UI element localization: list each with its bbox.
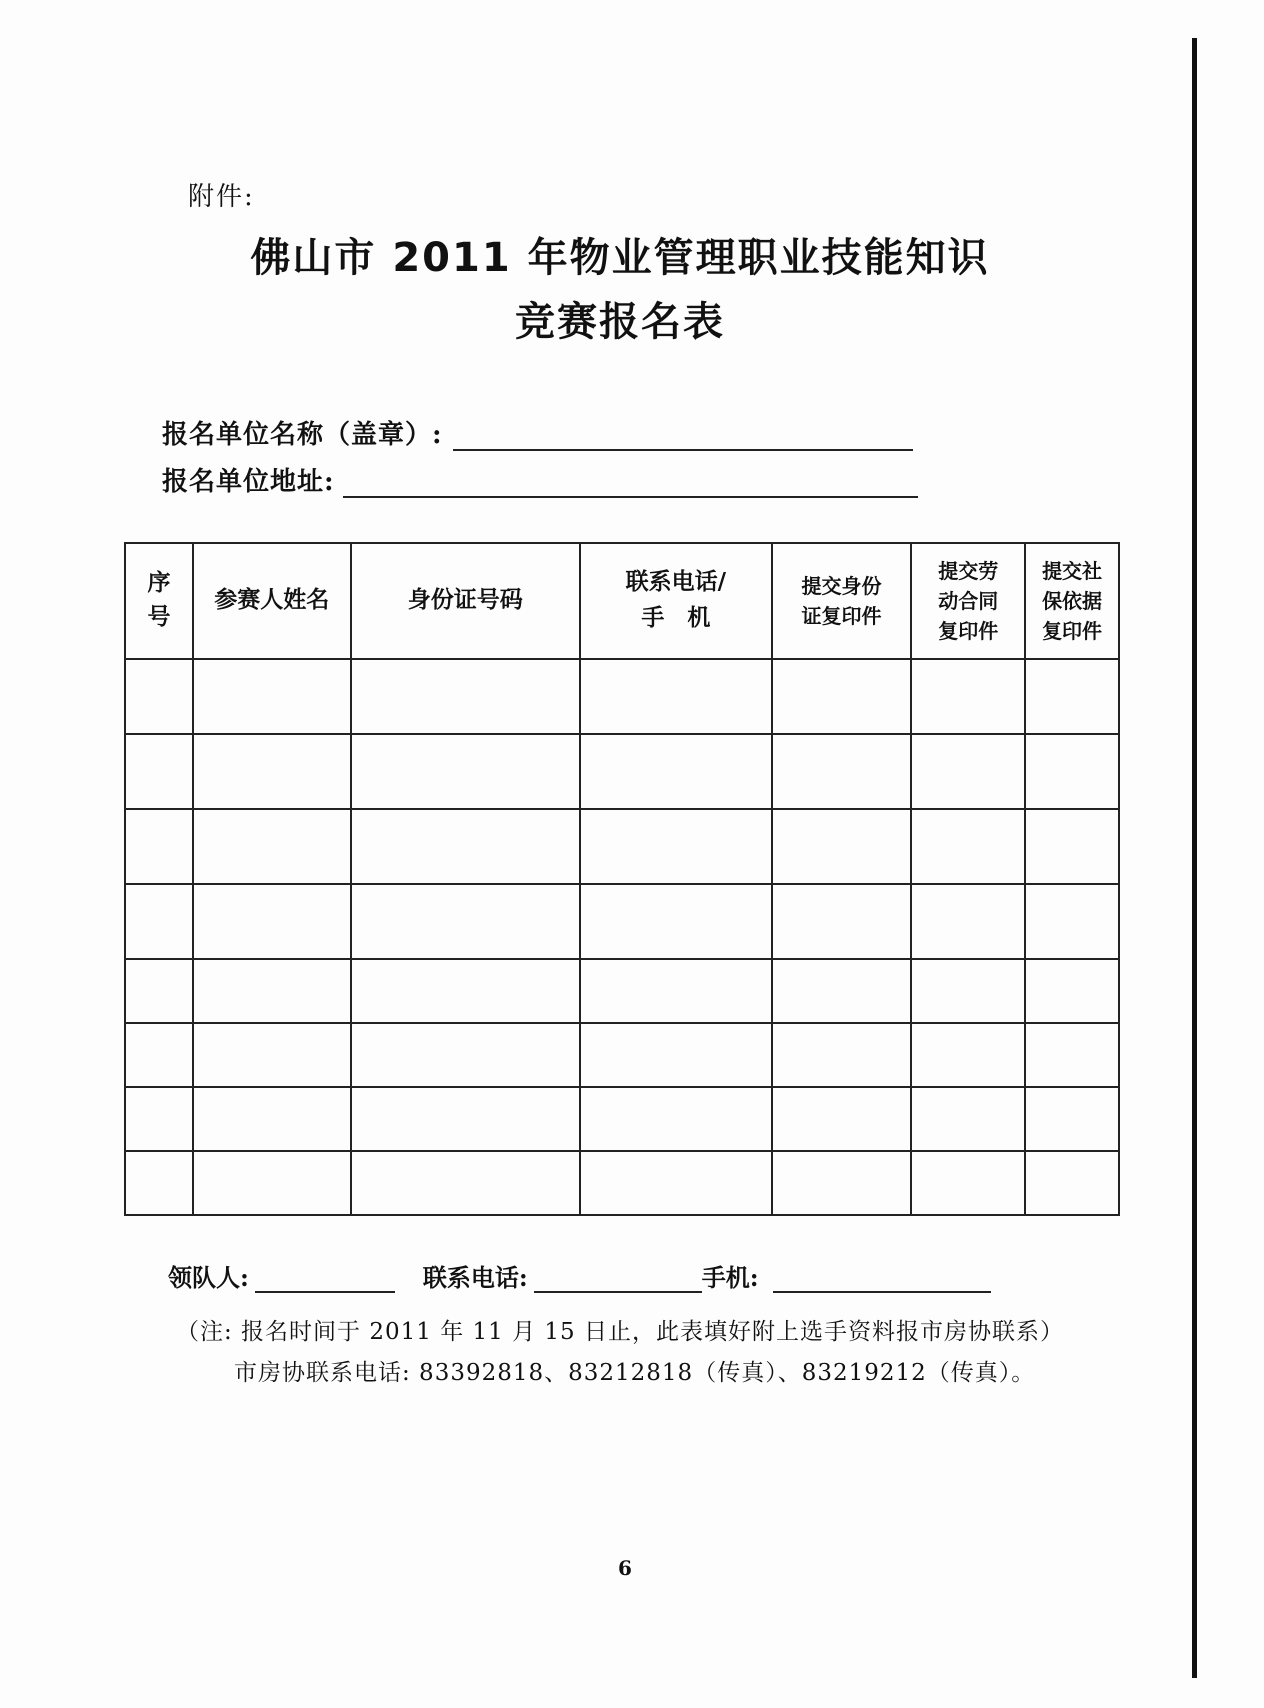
table-cell[interactable] [351, 1023, 580, 1087]
table-header-row [125, 543, 1119, 659]
table-row [125, 809, 1119, 884]
table-row [125, 884, 1119, 959]
table-cell[interactable] [125, 734, 193, 809]
table-cell[interactable] [193, 1087, 351, 1151]
table-cell[interactable] [911, 659, 1025, 734]
table-cell[interactable] [193, 734, 351, 809]
unit-address-label: 报名单位地址: [162, 467, 335, 497]
attachment-label: 附件: [188, 182, 255, 212]
table-cell[interactable] [580, 884, 772, 959]
table-cell[interactable] [351, 659, 580, 734]
table-cell[interactable] [1025, 734, 1119, 809]
table-cell[interactable] [580, 734, 772, 809]
unit-name-field [162, 414, 913, 451]
unit-address-field [162, 461, 918, 498]
table-cell[interactable] [772, 809, 912, 884]
header-participant-name: 参赛人姓名 [193, 543, 351, 659]
unit-name-blank[interactable] [453, 419, 913, 451]
table-row [125, 1023, 1119, 1087]
table-row [125, 1151, 1119, 1215]
table-cell[interactable] [580, 659, 772, 734]
table-cell[interactable] [193, 1151, 351, 1215]
table-cell[interactable] [911, 1087, 1025, 1151]
table-cell[interactable] [351, 1087, 580, 1151]
title-line-1: 佛山市 2011 年物业管理职业技能知识 [250, 235, 990, 281]
table-cell[interactable] [351, 809, 580, 884]
table-cell[interactable] [772, 1151, 912, 1215]
table-cell[interactable] [911, 734, 1025, 809]
table-cell[interactable] [911, 884, 1025, 959]
mobile-blank[interactable] [773, 1265, 991, 1293]
table-cell[interactable] [1025, 809, 1119, 884]
table-cell[interactable] [193, 1023, 351, 1087]
table-cell[interactable] [1025, 959, 1119, 1023]
table-cell[interactable] [772, 659, 912, 734]
table-cell[interactable] [580, 959, 772, 1023]
table-cell[interactable] [125, 809, 193, 884]
table-cell[interactable] [125, 884, 193, 959]
registration-table [124, 542, 1120, 1216]
table-cell[interactable] [911, 1023, 1025, 1087]
header-contact-phone: 联系电话/ 手 机 [580, 543, 772, 659]
table-cell[interactable] [351, 884, 580, 959]
note-line-1: （注: 报名时间于 2011 年 11 月 15 日止，此表填好附上选手资料报市房协联系） [176, 1319, 1064, 1345]
table-cell[interactable] [911, 809, 1025, 884]
table-cell[interactable] [1025, 884, 1119, 959]
table-cell[interactable] [1025, 1087, 1119, 1151]
header-id-number: 身份证号码 [351, 543, 580, 659]
table-cell[interactable] [193, 659, 351, 734]
table-row [125, 959, 1119, 1023]
table-cell[interactable] [193, 809, 351, 884]
table-cell[interactable] [1025, 659, 1119, 734]
leader-label: 领队人: [168, 1263, 249, 1292]
table-cell[interactable] [193, 884, 351, 959]
table-cell[interactable] [125, 1151, 193, 1215]
title-line-2: 竞赛报名表 [515, 299, 725, 345]
table-row [125, 659, 1119, 734]
table-row [125, 1087, 1119, 1151]
table-cell[interactable] [911, 959, 1025, 1023]
table-cell[interactable] [351, 1151, 580, 1215]
table-cell[interactable] [193, 959, 351, 1023]
table-cell[interactable] [580, 1023, 772, 1087]
table-cell[interactable] [580, 809, 772, 884]
leader-blank[interactable] [255, 1265, 395, 1293]
table-cell[interactable] [772, 734, 912, 809]
leader-row [168, 1258, 991, 1293]
phone-blank[interactable] [534, 1265, 702, 1293]
table-cell[interactable] [772, 959, 912, 1023]
table-cell[interactable] [772, 1087, 912, 1151]
table-cell[interactable] [125, 1087, 193, 1151]
table-cell[interactable] [125, 1023, 193, 1087]
table-cell[interactable] [351, 959, 580, 1023]
header-labor-contract-copy: 提交劳 动合同 复印件 [911, 543, 1025, 659]
binder-line [1192, 38, 1197, 1678]
table-cell[interactable] [1025, 1151, 1119, 1215]
table-cell[interactable] [1025, 1023, 1119, 1087]
header-id-copy: 提交身份 证复印件 [772, 543, 912, 659]
table-cell[interactable] [351, 734, 580, 809]
table-cell[interactable] [125, 959, 193, 1023]
table-cell[interactable] [580, 1151, 772, 1215]
table-cell[interactable] [772, 884, 912, 959]
unit-name-label: 报名单位名称（盖章）: [162, 420, 443, 450]
phone-label: 联系电话: [422, 1263, 528, 1292]
table-cell[interactable] [580, 1087, 772, 1151]
mobile-label: 手机: [701, 1263, 759, 1292]
header-seq: 序号 [125, 543, 193, 659]
header-social-security-copy: 提交社 保依据 复印件 [1025, 543, 1119, 659]
table-cell[interactable] [772, 1023, 912, 1087]
unit-address-blank[interactable] [343, 466, 918, 498]
page-number: 6 [618, 1556, 632, 1580]
table-cell[interactable] [125, 659, 193, 734]
table-cell[interactable] [911, 1151, 1025, 1215]
note-line-2: 市房协联系电话: 83392818、83212818（传真）、83219212（传真）。 [234, 1360, 1036, 1386]
table-row [125, 734, 1119, 809]
